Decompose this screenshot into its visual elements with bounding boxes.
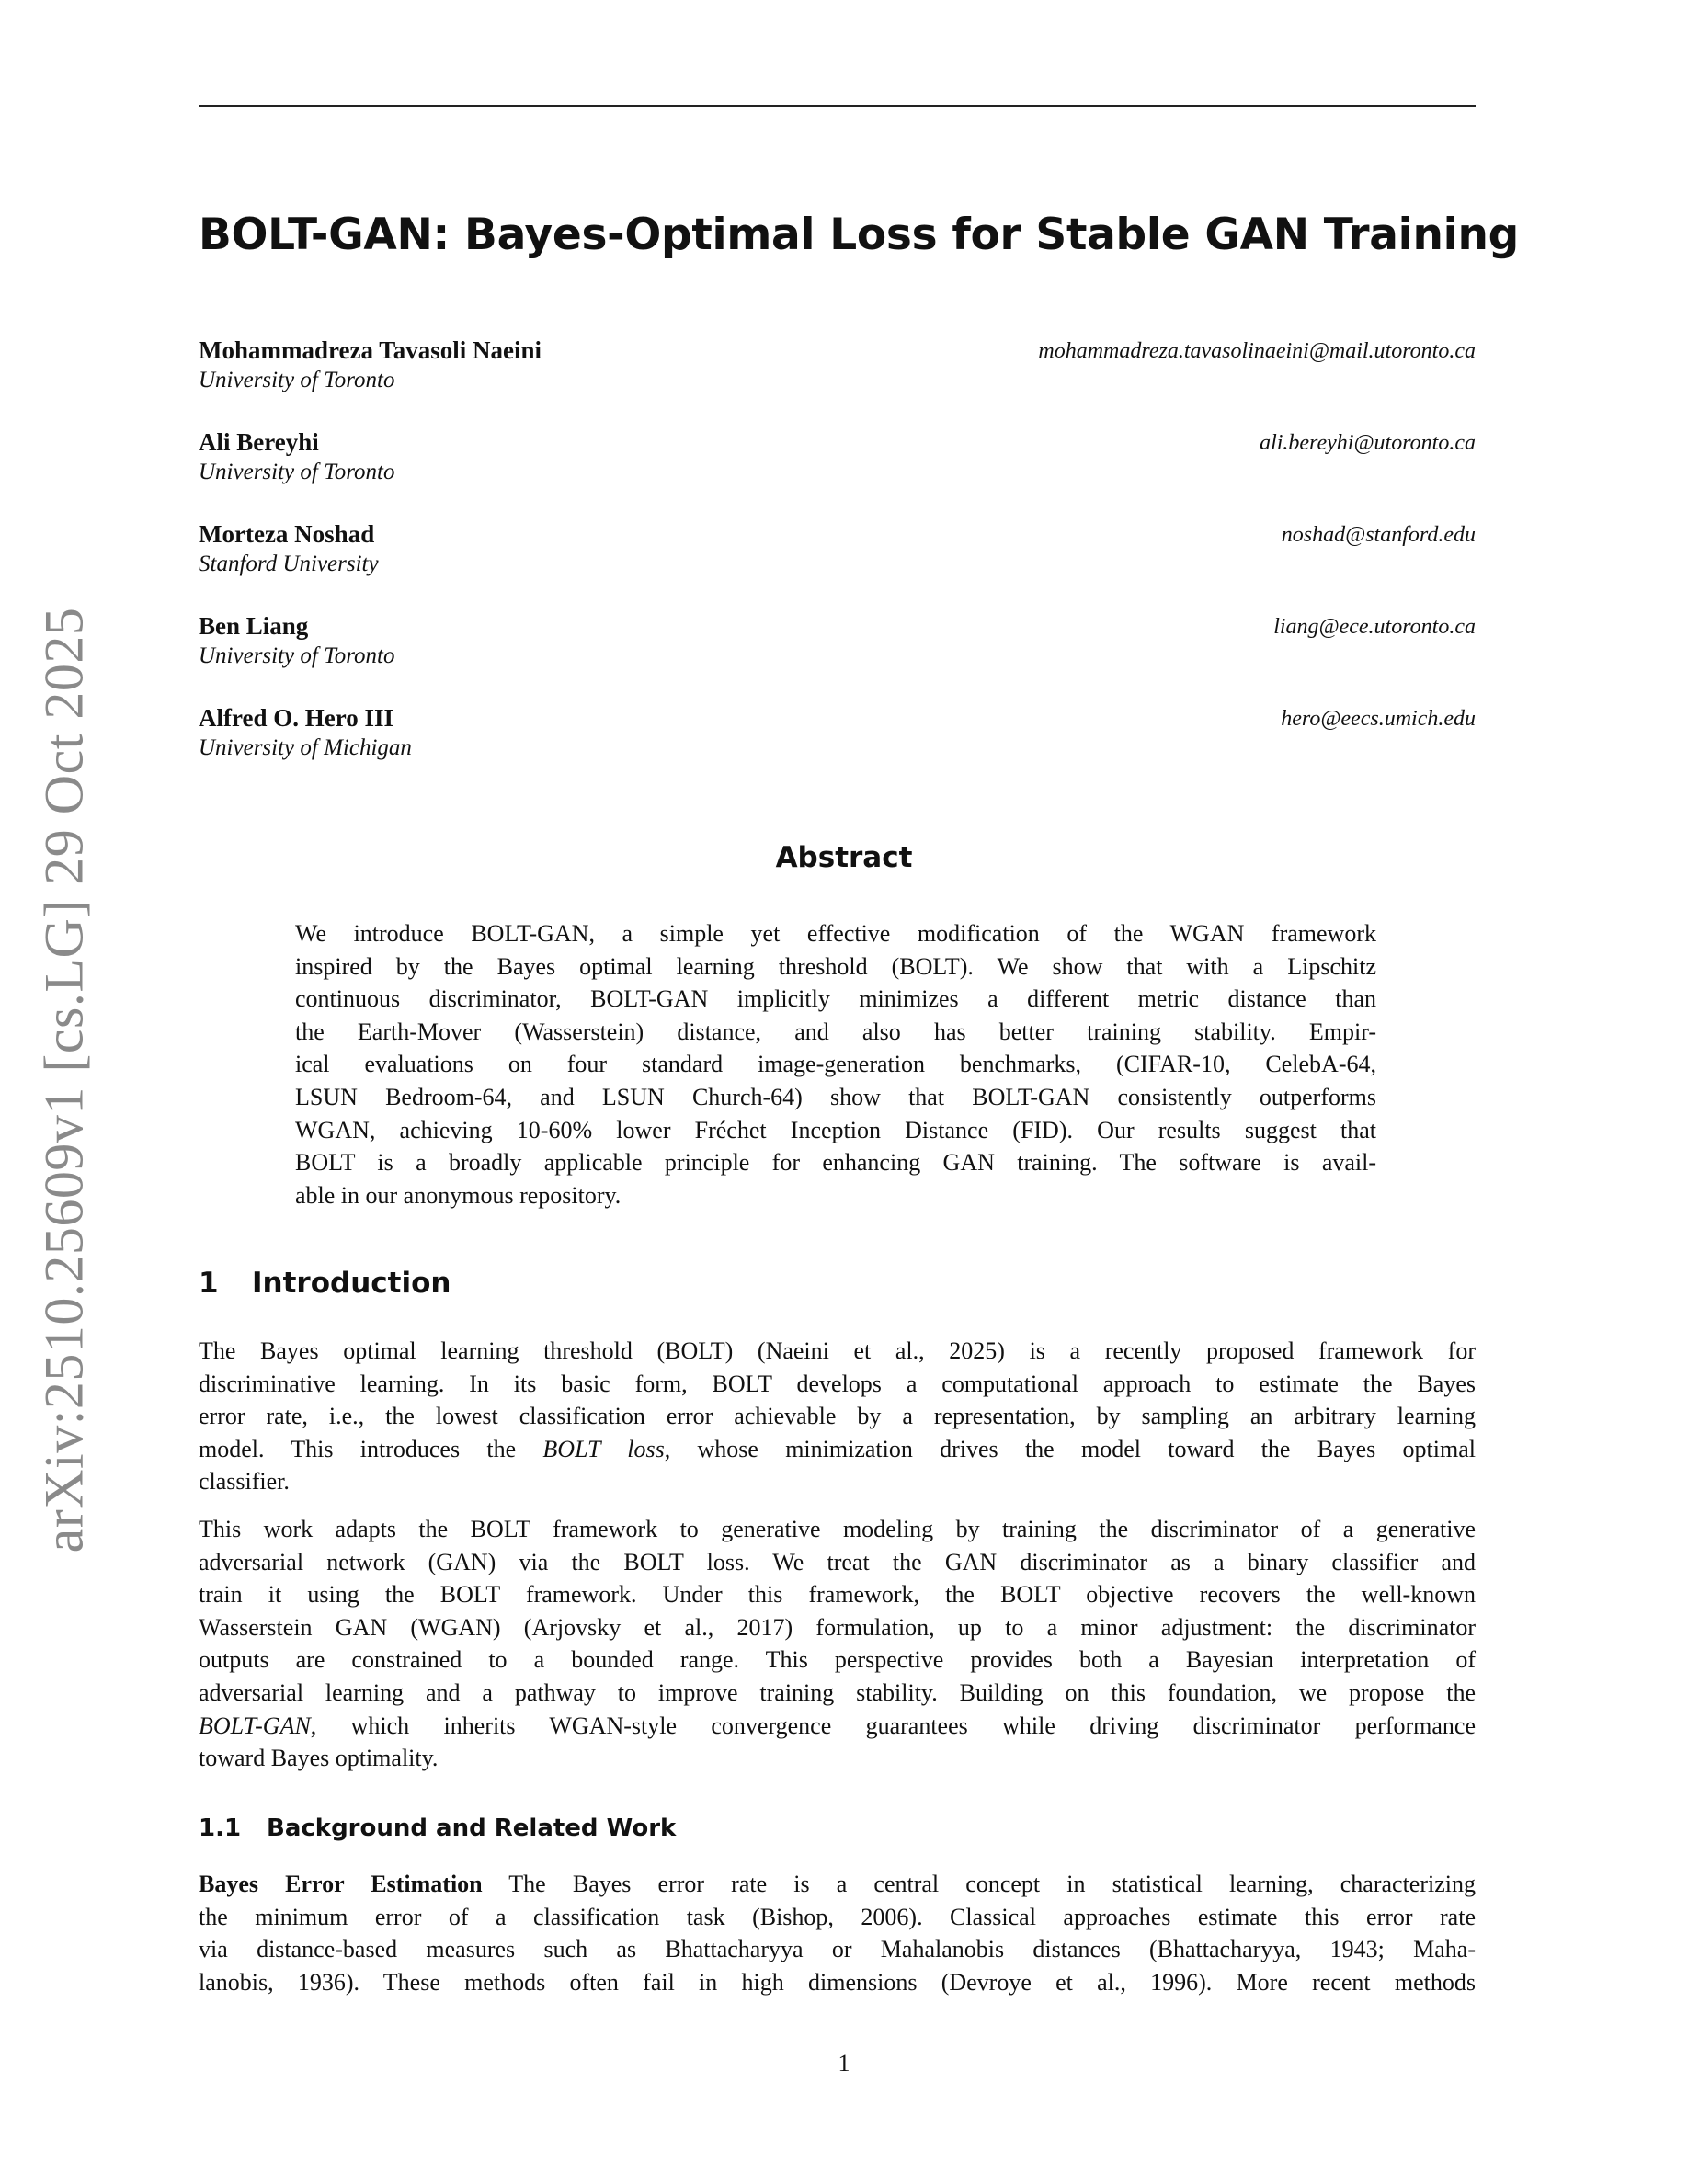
abstract-heading: Abstract [775, 841, 913, 874]
author-entry [199, 612, 1476, 677]
text-line: toward Bayes optimality. [199, 1745, 439, 1772]
text-line: adversarial learning and a pathway to improve training stability. Building on this foundation, we propose the [199, 1678, 1476, 1706]
text-line: This work adapts the BOLT framework to generative modeling by training the discriminator of a generative [199, 1516, 1476, 1542]
text-line: adversarial network (GAN) via the BOLT loss. We treat the GAN discriminator as a binary classifier and [199, 1548, 1476, 1575]
arxiv-identifier-stamp: arXiv:2510.25609v1 [cs.LG] 29 Oct 2025 [33, 607, 95, 1553]
text-line: outputs are constrained to a bounded range. This perspective provides both a Bayesian interpretation of [199, 1646, 1476, 1674]
background-paragraph [199, 1868, 1476, 1998]
text-line [199, 1433, 1476, 1466]
subsection-title: Background and Related Work [267, 1814, 677, 1842]
author-email[interactable]: hero@eecs.umich.edu [1281, 707, 1476, 731]
section-title: Introduction [252, 1267, 451, 1300]
text-line: continuous discriminator, BOLT-GAN implicitly minimizes a different metric distance than [295, 985, 1376, 1013]
author-email[interactable]: mohammadreza.tavasolinaeini@mail.utoronto.ca [1038, 339, 1476, 363]
author-name: Alfred O. Hero III [199, 704, 393, 732]
text-segment: model. This introduces the [199, 1435, 543, 1462]
paper-title: BOLT-GAN: Bayes-Optimal Loss for Stable GAN Training [199, 210, 1519, 260]
text-line: the minimum error of a classification task (Bishop, 2006). Classical approaches estimate this error rate [199, 1903, 1476, 1930]
text-line: LSUN Bedroom-64, and LSUN Church-64) show that BOLT-GAN consistently outperforms [295, 1083, 1376, 1110]
author-affiliation: Stanford University [199, 552, 379, 576]
text-line: the Earth-Mover (Wasserstein) distance, and also has better training stability. Empir- [295, 1018, 1376, 1045]
text-line: error rate, i.e., the lowest classification error achievable by a representation, by sampling an arbitrary learning [199, 1403, 1476, 1430]
subsection-heading-background [199, 1814, 676, 1842]
text-line: discriminative learning. In its basic form, BOLT develops a computational approach to estimate the Bayes [199, 1370, 1476, 1397]
section-heading-introduction [199, 1267, 451, 1300]
author-email[interactable]: liang@ece.utoronto.ca [1273, 615, 1476, 639]
author-affiliation: University of Toronto [199, 460, 395, 484]
author-name: Ali Bereyhi [199, 428, 319, 456]
text-line: ical evaluations on four standard image-generation benchmarks, (CIFAR-10, CelebA-64, [295, 1051, 1376, 1078]
author-name: Mohammadreza Tavasoli Naeini [199, 336, 542, 364]
author-entry [199, 428, 1476, 493]
text-line: via distance-based measures such as Bhattacharyya or Mahalanobis distances (Bhattacharyya, 1943; Maha- [199, 1936, 1476, 1963]
author-affiliation: University of Michigan [199, 735, 412, 760]
text-segment: , whose minimization drives the model toward the Bayes optimal [664, 1435, 1476, 1462]
text-line: The Bayes optimal learning threshold (BOLT) (Naeini et al., 2025) is a recently proposed framework for [199, 1337, 1476, 1364]
text-line: inspired by the Bayes optimal learning threshold (BOLT). We show that with a Lipschitz [295, 952, 1376, 980]
emphasized-term: BOLT loss [542, 1435, 665, 1462]
header-rule [199, 105, 1476, 107]
author-entry [199, 336, 1476, 401]
text-line: classifier. [199, 1468, 290, 1496]
author-entry [199, 704, 1476, 768]
run-in-heading: Bayes Error Estimation [199, 1871, 483, 1897]
page-number: 1 [838, 2050, 850, 2076]
abstract-text [295, 917, 1376, 1211]
text-line: Wasserstein GAN (WGAN) (Arjovsky et al., 2017) formulation, up to a minor adjustment: the discriminator [199, 1613, 1476, 1641]
text-line: train it using the BOLT framework. Under this framework, the BOLT objective recovers the well-known [199, 1581, 1476, 1609]
emphasized-term: BOLT-GAN [199, 1712, 311, 1739]
author-affiliation: University of Toronto [199, 368, 395, 392]
intro-paragraph-2 [199, 1513, 1476, 1775]
text-line: WGAN, achieving 10-60% lower Fréchet Inception Distance (FID). Our results suggest that [295, 1116, 1376, 1143]
intro-paragraph-1 [199, 1335, 1476, 1498]
subsection-number: 1.1 [199, 1814, 242, 1842]
text-segment: , which inherits WGAN-style convergence guarantees while driving discriminator performance [310, 1712, 1476, 1739]
author-name: Ben Liang [199, 612, 309, 640]
author-email[interactable]: noshad@stanford.edu [1281, 523, 1476, 547]
author-email[interactable]: ali.bereyhi@utoronto.ca [1260, 431, 1476, 455]
text-line [199, 1868, 1476, 1901]
text-segment: The Bayes error rate is a central concept in statistical learning, characterizing [482, 1871, 1476, 1897]
text-line [199, 1710, 1476, 1743]
author-name: Morteza Noshad [199, 520, 375, 548]
author-entry [199, 520, 1476, 585]
section-number: 1 [199, 1267, 219, 1300]
text-line: able in our anonymous repository. [295, 1181, 622, 1209]
text-line: BOLT is a broadly applicable principle for enhancing GAN training. The software is avail- [295, 1149, 1376, 1177]
text-line: lanobis, 1936). These methods often fail in high dimensions (Devroye et al., 1996). More recent methods [199, 1968, 1476, 1996]
author-affiliation: University of Toronto [199, 643, 395, 668]
text-line: We introduce BOLT-GAN, a simple yet effective modification of the WGAN framework [295, 920, 1376, 947]
